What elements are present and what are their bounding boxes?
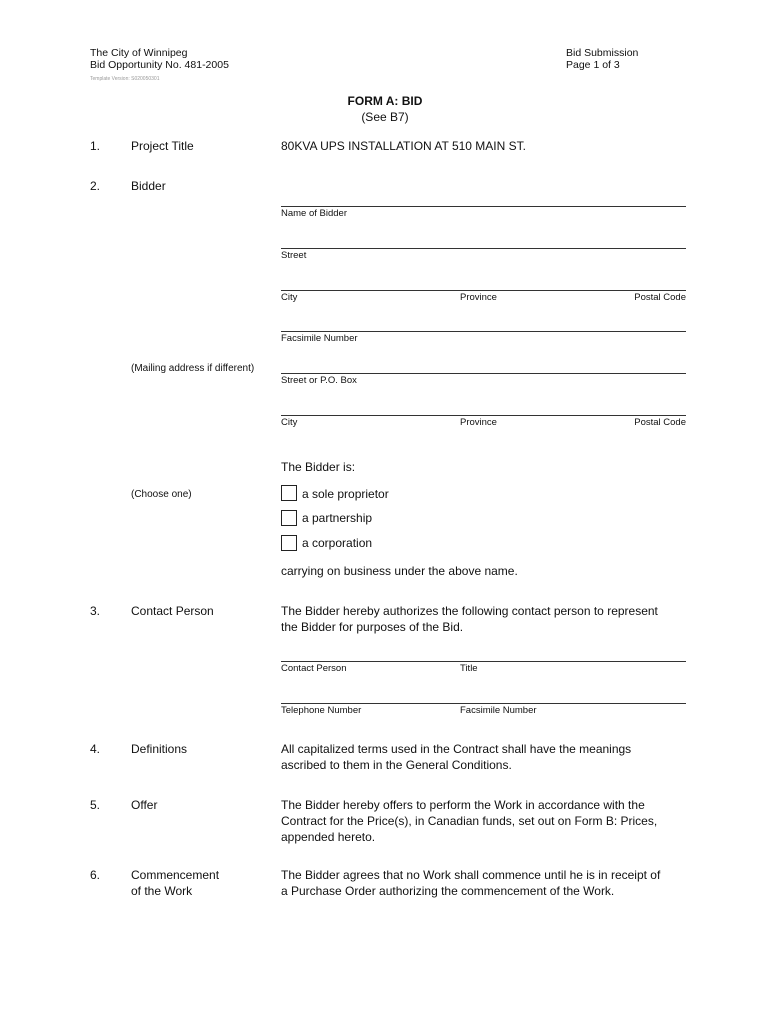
mailing-city-line[interactable] <box>281 415 686 416</box>
section-4-number: 4. <box>90 742 101 756</box>
definitions-paragraph <box>281 741 686 773</box>
choose-one-note: (Choose one) <box>131 489 192 500</box>
mailing-province-caption: Province <box>460 417 497 428</box>
commencement-paragraph <box>281 867 686 899</box>
form-subtitle: (See B7) <box>361 110 409 124</box>
sole-proprietor-checkbox[interactable] <box>281 485 297 501</box>
definitions-line-2: ascribed to them in the General Conditions. <box>281 758 512 772</box>
section-4-label: Definitions <box>131 742 188 756</box>
telephone-caption: Telephone Number <box>281 705 362 716</box>
bid-submission-label: Bid Submission <box>566 47 639 59</box>
corporation-checkbox[interactable] <box>281 535 297 551</box>
section-6-label-line-1: Commencement <box>131 868 220 882</box>
commencement-line-1: The Bidder agrees that no Work shall commence until he is in receipt of <box>281 868 661 882</box>
offer-paragraph <box>281 797 686 845</box>
facsimile-line[interactable] <box>281 331 686 332</box>
section-1-label: Project Title <box>131 139 194 153</box>
street-po-box-line[interactable] <box>281 373 686 374</box>
mailing-address-note: (Mailing address if different) <box>131 363 255 374</box>
bidder-is-label: The Bidder is: <box>281 460 356 474</box>
contact-paragraph-line-2: the Bidder for purposes of the Bid. <box>281 620 464 634</box>
name-of-bidder-caption: Name of Bidder <box>281 208 348 219</box>
section-3-label: Contact Person <box>131 604 214 618</box>
mailing-city-caption: City <box>281 417 298 428</box>
city-caption: City <box>281 292 298 303</box>
offer-line-1: The Bidder hereby offers to perform the Work in accordance with the <box>281 798 645 812</box>
city-province-postal-line[interactable] <box>281 290 686 291</box>
template-version: Template Version: S020050301 <box>90 76 160 82</box>
partnership-checkbox[interactable] <box>281 510 297 526</box>
facsimile-caption: Facsimile Number <box>281 333 358 344</box>
title-caption: Title <box>460 663 478 674</box>
section-6-number: 6. <box>90 868 101 882</box>
commencement-line-2: a Purchase Order authorizing the commencement of the Work. <box>281 884 615 898</box>
definitions-line-1: All capitalized terms used in the Contract shall have the meanings <box>281 742 632 756</box>
offer-line-2: Contract for the Price(s), in Canadian funds, set out on Form B: Prices, <box>281 814 658 828</box>
section-5-label: Offer <box>131 798 158 812</box>
corporation-label: a corporation <box>302 536 373 550</box>
section-2-label: Bidder <box>131 179 166 193</box>
telephone-line[interactable] <box>281 703 686 704</box>
contact-person-caption: Contact Person <box>281 663 347 674</box>
contact-paragraph-line-1: The Bidder hereby authorizes the following contact person to represent <box>281 604 658 618</box>
section-1-number: 1. <box>90 139 101 153</box>
street-caption: Street <box>281 250 307 261</box>
postal-code-caption: Postal Code <box>634 292 686 303</box>
offer-line-3: appended hereto. <box>281 830 376 844</box>
city-name: The City of Winnipeg <box>90 47 188 59</box>
bid-opportunity-number: Bid Opportunity No. 481-2005 <box>90 59 229 71</box>
mailing-postal-code-caption: Postal Code <box>634 417 686 428</box>
carrying-on-text: carrying on business under the above name. <box>281 564 518 578</box>
street-line[interactable] <box>281 248 686 249</box>
name-of-bidder-line[interactable] <box>281 206 686 207</box>
contact-person-paragraph <box>281 603 686 635</box>
section-3-number: 3. <box>90 604 101 618</box>
contact-facsimile-caption: Facsimile Number <box>460 705 537 716</box>
page-indicator: Page 1 of 3 <box>566 59 620 71</box>
section-2-number: 2. <box>90 179 101 193</box>
form-title: FORM A: BID <box>347 94 423 108</box>
section-6-label-line-2: of the Work <box>131 884 193 898</box>
province-caption: Province <box>460 292 497 303</box>
partnership-label: a partnership <box>302 511 373 525</box>
street-po-box-caption: Street or P.O. Box <box>281 375 357 386</box>
sole-proprietor-label: a sole proprietor <box>302 487 389 501</box>
project-title-value: 80KVA UPS INSTALLATION AT 510 MAIN ST. <box>281 139 526 153</box>
section-5-number: 5. <box>90 798 101 812</box>
contact-person-line[interactable] <box>281 661 686 662</box>
